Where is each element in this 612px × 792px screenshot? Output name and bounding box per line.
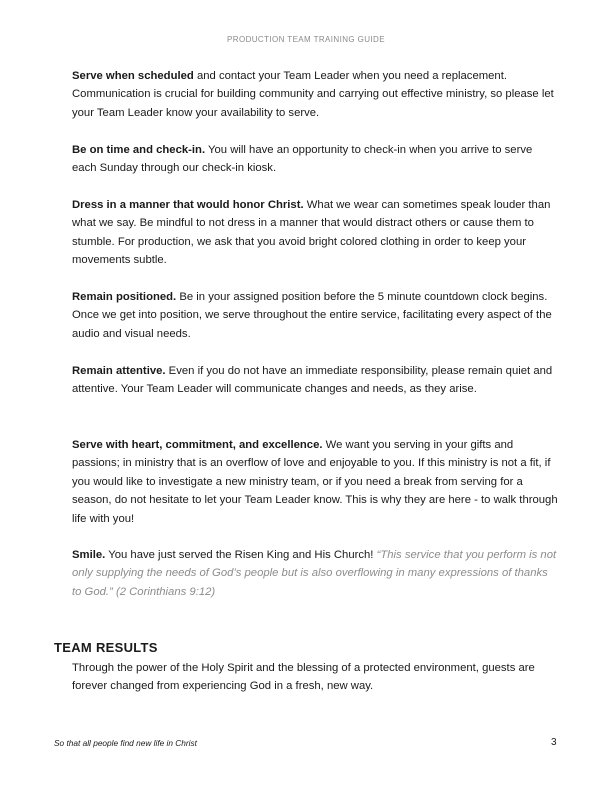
guideline-title: Dress in a manner that would honor Christ. (72, 199, 304, 211)
footer-tagline: So that all people find new life in Christ (54, 738, 197, 748)
page-number: 3 (551, 737, 557, 748)
page-header: PRODUCTION TEAM TRAINING GUIDE (227, 35, 385, 44)
guideline-text: Even if you do not have an immediate responsibility, please remain quiet and attentive. Your Team Leader will communicate changes and needs, as they arise. (72, 365, 553, 396)
guideline-text: You have just served the Risen King and His Church! (105, 549, 377, 561)
guideline-remain-attentive (72, 362, 558, 399)
team-results-text: Through the power of the Holy Spirit and the blessing of a protected environment, guests are forever changed from experiencing God in a fresh, new way. (72, 662, 535, 693)
guideline-serve-with-heart (72, 436, 558, 528)
guideline-text: What we wear can sometimes speak louder than what we say. Be mindful to not dress in a manner that would distract others or cause them to stumble. For production, we ask that you avoid bright colored clothing in order to keep your movements subtle. (72, 199, 551, 267)
guideline-text: You will have an opportunity to check-in when you arrive to serve each Sunday through our check-in kiosk. (72, 144, 533, 175)
guideline-text: and contact your Team Leader when you need a replacement. Communication is crucial for building community and carrying out effective ministry, so please let your Team Leader know your availability to serve. (72, 70, 554, 119)
guideline-title: Remain positioned. (72, 291, 177, 303)
guideline-title: Remain attentive. (72, 365, 166, 377)
guideline-be-on-time (72, 141, 558, 178)
guideline-smile (72, 546, 558, 601)
guideline-text: We want you serving in your gifts and passions; in ministry that is an overflow of love and enjoyable to you. If this ministry is not a fit, if you would like to investigate a new ministry team, or if you need a break from serving for a season, do not hesitate to let your Team Leader know. This is why they are here - to walk through life with you! (72, 439, 558, 525)
guideline-serve-when-scheduled (72, 67, 558, 122)
scripture-quote: “This service that you perform is not only supplying the needs of God’s people but is also overflowing in many expressions of thanks to God.” (2 Corinthians 9:12) (72, 549, 557, 598)
team-results-heading: TEAM RESULTS (54, 640, 158, 655)
guideline-title: Serve with heart, commitment, and excellence. (72, 439, 323, 451)
guideline-dress (72, 196, 558, 270)
guideline-title: Serve when scheduled (72, 70, 194, 82)
guideline-text: Be in your assigned position before the 5 minute countdown clock begins. Once we get into position, we serve throughout the entire service, facilitating every aspect of the audio and visual needs. (72, 291, 552, 340)
guideline-remain-positioned (72, 288, 558, 343)
guideline-title: Be on time and check-in. (72, 144, 206, 156)
guideline-title: Smile. (72, 549, 106, 561)
